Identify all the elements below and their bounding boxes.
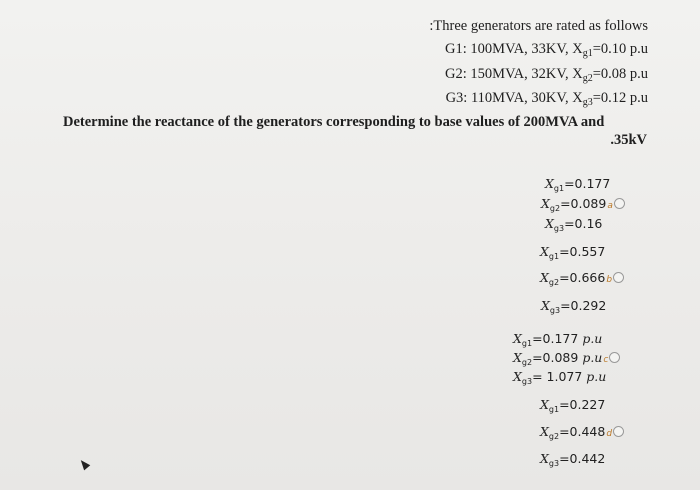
option-b-radio[interactable] (613, 272, 624, 283)
generator-g3-rating: G3: 110MVA, 30KV, $X_{g3}=0.12$ p.u (445, 90, 648, 108)
generator-g1-rating: G1: 100MVA, 33KV, $X_{g1}=0.10$ p.u (445, 41, 648, 59)
option-c-line-2[interactable]: $X_{g2}=0.089$ p.uc (513, 350, 620, 371)
option-c-letter: c (603, 355, 609, 365)
option-a-line-3: $X_{g3}=0.16$ (545, 216, 603, 233)
option-a-radio[interactable] (614, 198, 625, 209)
option-d-letter: d (606, 429, 613, 439)
cursor-arrow-icon (78, 458, 91, 471)
option-b-line-1: $X_{g1}=0.557$ (540, 244, 606, 261)
option-d-line-2[interactable]: $X_{g2}=0.448d$ (540, 424, 624, 445)
option-d-line-3: $X_{g3}=0.442$ (540, 451, 606, 468)
option-c-line-3: $X_{g3}= 1.077$ p.u (513, 369, 607, 386)
option-c-radio[interactable] (609, 352, 620, 363)
option-b-line-3: $X_{g3}=0.292$ (541, 298, 607, 315)
option-d-radio[interactable] (613, 426, 624, 437)
option-d-line-1: $X_{g1}=0.227$ (540, 397, 606, 414)
question-prompt-end: .35kV (610, 132, 647, 148)
option-a-letter: a (607, 201, 613, 211)
option-b-letter: b (606, 275, 613, 285)
option-a-line-2[interactable]: $X_{g2}=0.089a$ (541, 196, 625, 217)
option-c-line-1: $X_{g1}=0.177$ p.u (513, 331, 603, 348)
question-intro: :Three generators are rated as follows (429, 18, 648, 34)
option-b-line-2[interactable]: $X_{g2}=0.666b$ (540, 270, 624, 291)
generator-g2-rating: G2: 150MVA, 32KV, $X_{g2}=0.08$ p.u (445, 66, 648, 84)
question-prompt: Determine the reactance of the generators corresponding to base values of 200MVA and (63, 114, 605, 130)
option-a-line-1: $X_{g1}=0.177$ (545, 176, 611, 193)
